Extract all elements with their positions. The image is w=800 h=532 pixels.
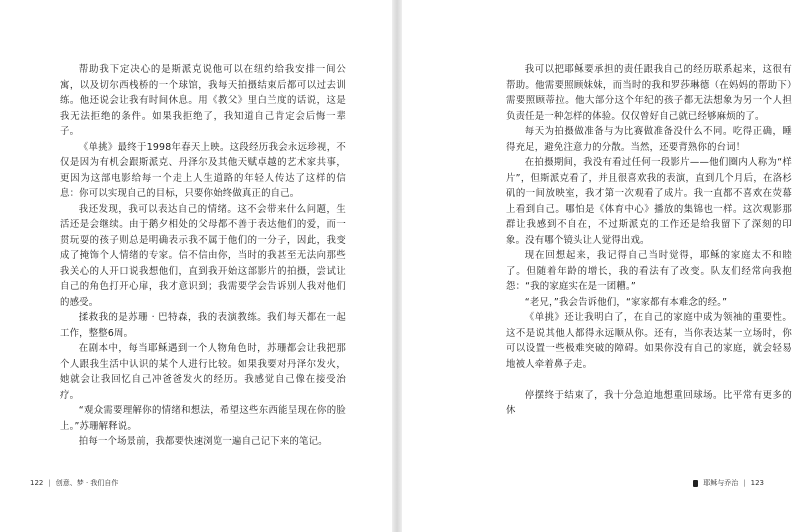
paragraph: 揉救我的是苏珊 · 巴特森，我的表演教练。我们每天都在一起工作，整整6周。 (60, 312, 346, 339)
running-title: 创意、梦 · 我们自作 (55, 479, 119, 487)
paragraph: 我可以把耶稣要承担的责任跟我自己的经历联系起来，这很有帮助。他需要照顾妹妹，而当时的我和罗莎琳德（在妈妈的帮助下）需要照顾蒂拉。他大部分这个年纪的孩子都无法想象为另一个人担负责任是一种怎样的体验。仅仅曾好自己就已经够麻烦的了。 (506, 64, 792, 122)
paragraph: 《单挑》最终于1998年春天上映。这段经历我会永远珍视，不仅是因为有机会跟斯派克、丹泽尔及其他天赋卓越的艺术家共事，更因为这部电影给每一个走上人生道路的年轻人传达了这样的信息：你可以实现自己的目标，只要你始终做真正的自己。 (60, 141, 346, 199)
page-number: 123 (750, 479, 764, 487)
paragraph: 停摆终于结束了，我十分急迫地想重回球场。比平常有更多的休 (506, 389, 792, 416)
book-icon (693, 480, 698, 487)
paragraph: 帮助我下定决心的是斯派克说他可以在纽约给我安排一间公寓，以及切尔西栈桥的一个球馆，我每天拍摄结束后都可以过去训练。他还说会让我有时间休息。用《教父》里白兰度的话说，这是我无法拒绝的条件。如果我拒绝了，我知道自己肯定会后悔一辈子。 (60, 64, 346, 137)
page-number: 122 (30, 479, 44, 487)
left-page-body (60, 62, 346, 450)
left-page (0, 0, 392, 532)
paragraph: 《单挑》还让我明白了，在自己的家庭中成为领袖的重要性。这不是说其他人都得永远顺从你。还有，当你表达某一立场时，你可以设置一些极难突破的障碍。如果你没有自己的家庭，就会轻易地被人牵着鼻子走。 (506, 312, 792, 370)
paragraph: 在剧本中，每当耶稣遇到一个人物角色时，苏珊都会让我把那个人跟我生活中认识的某个人进行比较。如果我要对丹泽尔发火，她就会让我回忆自己冲爸爸发火的经历。我感觉自己像在接受治疗。 (60, 343, 346, 401)
footer-separator: | (48, 479, 51, 487)
left-page-footer (30, 478, 118, 488)
paragraph: 每天为拍摄做准备与为比赛做准备没什么不同。吃得正确，睡得充足，避免注意力的分散。当然，还要背熟你的台词！ (506, 126, 792, 153)
paragraph: “老兄，”我会告诉他们，“家家都有本难念的经。” (524, 296, 728, 308)
right-page-body (506, 62, 792, 419)
paragraph: 现在回想起来，我记得自己当时觉得，耶稣的家庭太不和睦了。但随着年龄的增长，我的看法有了改变。队友们经常向我抱怨：“我的家庭实在是一团糟。” (506, 250, 792, 292)
paragraph: 我还发现，我可以表达自己的情绪。这不会带来什么问题，生活还是会继续。由于鹅夕相处的父母都不善于表达他们的爱，而一贯玩耍的孩子则总是明确表示我不属于他们的一分子，因此，我变成了掩饰个人情绪的专家。信不信由你，当时的我甚至无法向那些我关心的人开口说我想他们，直到我开始这部影片的拍摄，尝试让自己的角色打开心扉，我才意识到；我需要学会告诉别人我对他们的感受。 (60, 203, 346, 308)
book-gutter (392, 0, 402, 532)
paragraph: 拍每一个场景前，我都要快速浏览一遍自己记下来的笔记。 (78, 436, 328, 447)
right-page-footer (693, 478, 764, 488)
footer-separator: | (743, 479, 746, 487)
paragraph: “观众需要理解你的情绪和想法，希望这些东西能呈现在你的脸上。”苏珊解释说。 (60, 405, 346, 432)
paragraph: 在拍摄期间，我没有看过任何一段影片——他们圈内人称为“样片”，但斯派克看了，并且很喜欢我的表演，直到几个月后，在洛杉矶的一间放映室，我才第一次观看了成片。我一直都不喜欢在荧幕上看到自己。哪怕是《体育中心》播放的集锦也一样。这次观影那群让我感到不自在，不过斯派克的工作还是给我留下了深刻的印象。没有哪个镜头让人觉得出戏。 (506, 157, 792, 246)
running-title: 耶稣与乔治 (703, 479, 739, 487)
right-page (402, 0, 794, 532)
